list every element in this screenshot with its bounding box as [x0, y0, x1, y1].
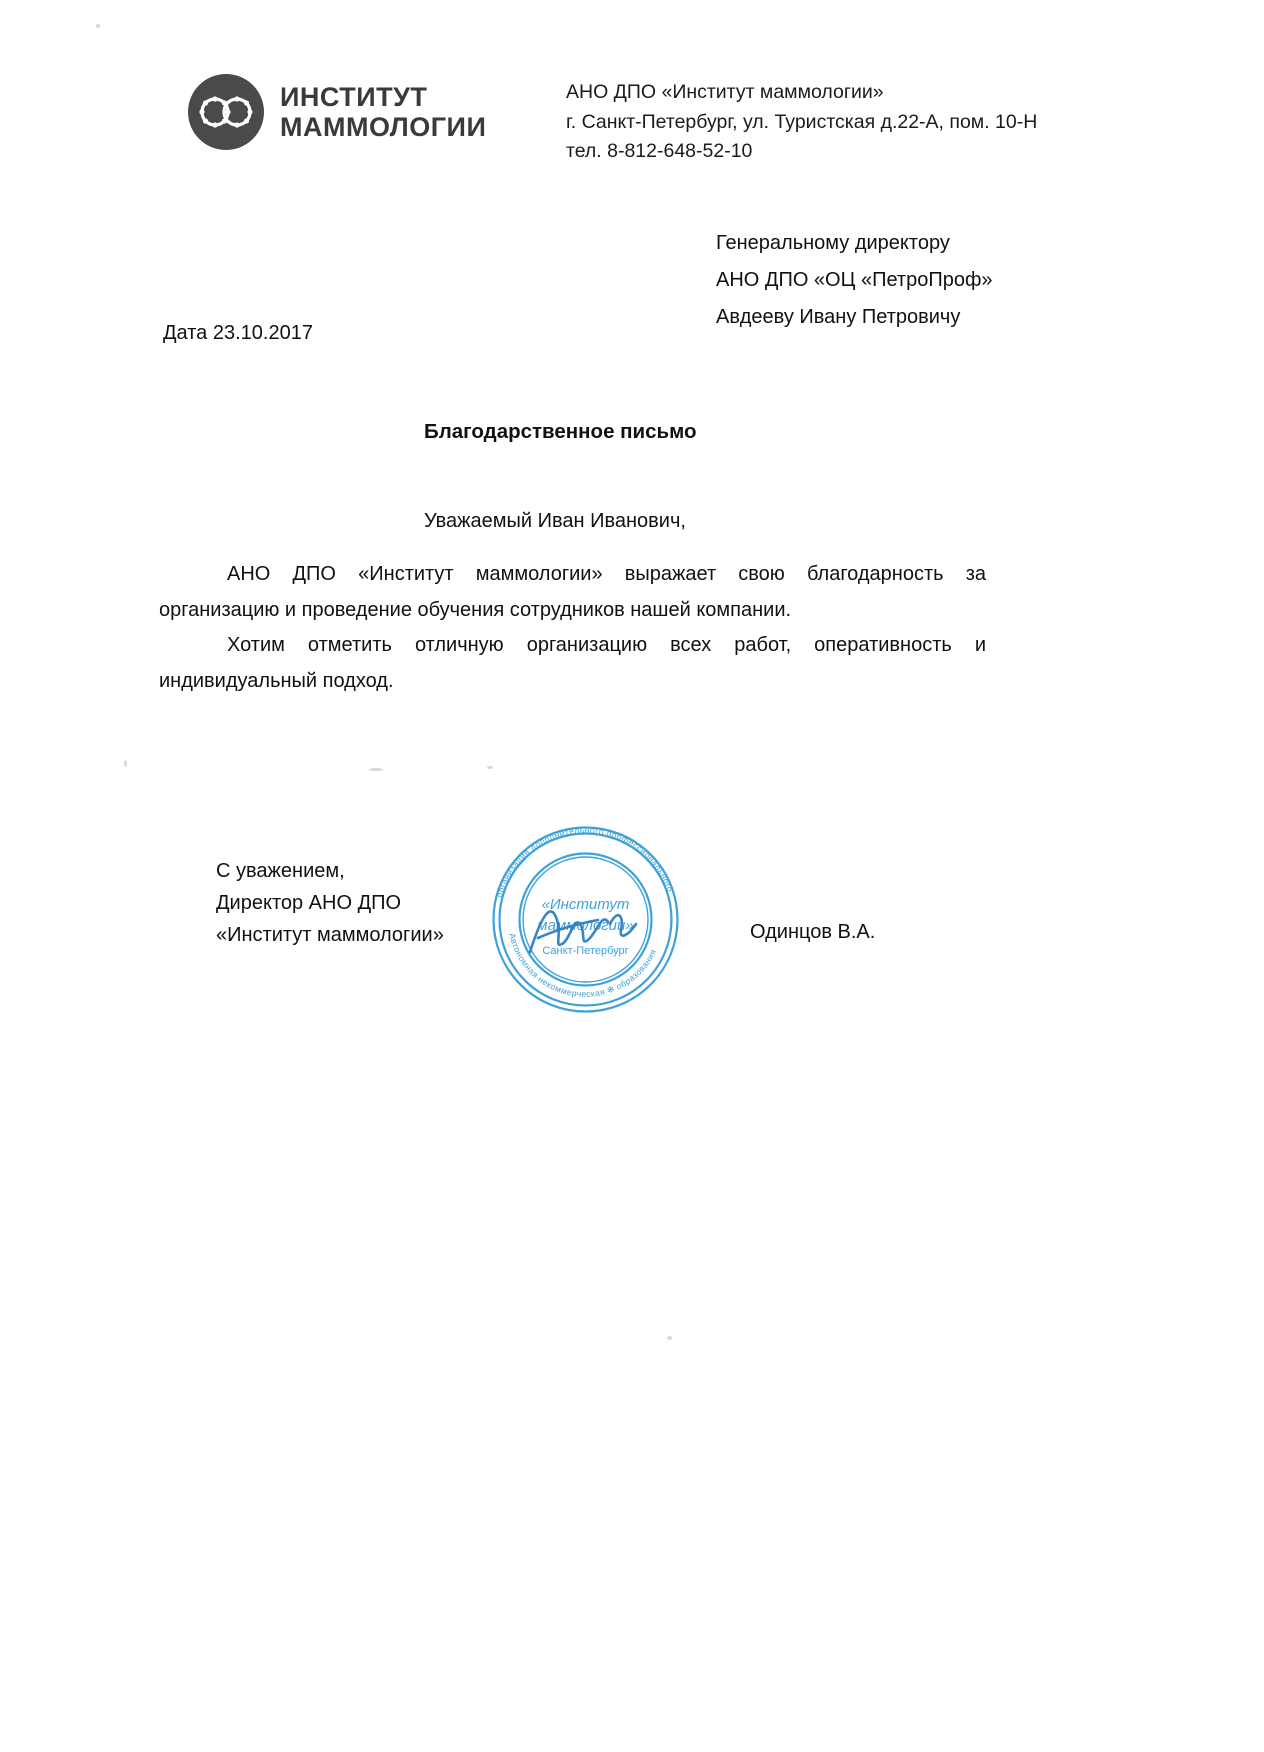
company-phone: тел. 8-812-648-52-10 — [566, 140, 753, 163]
infinity-logo-icon — [186, 72, 266, 152]
scan-speckle — [667, 1336, 672, 1340]
svg-text:«Институт: «Институт — [541, 896, 630, 913]
signer-position-line1: Директор АНО ДПО — [216, 892, 402, 914]
logo-wordmark — [280, 82, 486, 142]
scan-speckle — [96, 24, 100, 28]
signature-closing: С уважением, — [216, 860, 345, 882]
addressee-block — [716, 225, 993, 336]
scan-speckle — [487, 766, 493, 769]
letterhead — [186, 72, 1086, 167]
addressee-name: Авдееву Ивану Петровичу — [716, 306, 961, 328]
document-date: Дата 23.10.2017 — [163, 322, 313, 344]
svg-text:Автономная некоммерческая ✻ об: Автономная некоммерческая ✻ образования — [507, 932, 659, 1000]
svg-text:маммологии»: маммологии» — [537, 917, 634, 934]
company-name: АНО ДПО «Институт маммологии» — [566, 81, 884, 103]
company-contact-info — [566, 72, 1037, 167]
document-title: Благодарственное письмо — [424, 420, 697, 443]
logo-wordmark-line2: МАММОЛОГИИ — [280, 112, 487, 142]
signer-position-line2: «Институт маммологии» — [216, 924, 444, 946]
body-paragraph-1: АНО ДПО «Институт маммологии» выражает свою благодарность за организацию и проведение обучения сотрудников нашей компании. — [159, 563, 986, 621]
signer-name: Одинцов В.А. — [750, 921, 876, 943]
scan-speckle — [369, 768, 383, 771]
body-paragraph-2: Хотим отметить отличную организацию всех работ, оперативность и индивидуальный подход. — [159, 634, 986, 692]
addressee-position: Генеральному директору — [716, 232, 950, 254]
letter-body — [159, 557, 986, 699]
svg-text:организация дополнительного пр: организация дополнительного профессионального — [493, 824, 676, 899]
company-address: г. Санкт-Петербург, ул. Туристская д.22-А, пом. 10-Н — [566, 110, 1038, 133]
organization-logo — [186, 72, 566, 152]
addressee-organization: АНО ДПО «ОЦ «ПетроПроф» — [716, 269, 993, 291]
logo-wordmark-line1: ИНСТИТУТ — [280, 81, 428, 112]
salutation: Уважаемый Иван Иванович, — [424, 510, 686, 532]
svg-text:Санкт-Петербург: Санкт-Петербург — [542, 945, 629, 957]
scan-speckle — [124, 760, 127, 767]
signature-block — [216, 855, 444, 951]
official-stamp — [478, 812, 693, 1027]
